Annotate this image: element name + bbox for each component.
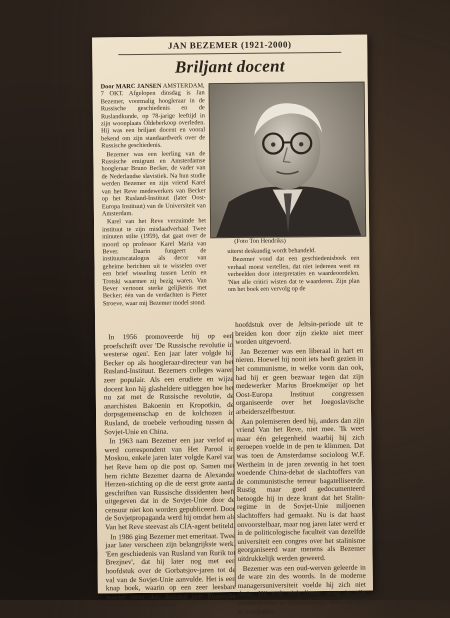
article-column-left-bottom <box>103 331 236 610</box>
article-paragraph: hoofdstuk over de Jeltsin-periode uit te breiden kon door zijn ziekte niet meer worden uitgevoerd. <box>235 319 364 347</box>
article-kicker: JAN BEZEMER (1921-2000) <box>167 39 292 51</box>
photo-caption: (Foto Ton Hendriks) <box>234 237 286 245</box>
article-paragraph: In 1963 nam Bezemer een jaar verlof en werd correspondent van Het Parool in Moskou, enkele jaren later volgde Karel van het Reve hem op die post op. Samen met hem richtte Bezemer daarna de Alexander Herzen-stichting op die de eerst grote aantal geschriften van Russische dissidenten heeft uitgegeven dat in de Sovjet-Unie door de censuur niet kon worden gepubliceerd. Door de Sovjetpropaganda werd hij omdat hem als Van het Reve steevast als CIA-agent betiteld. <box>104 436 236 532</box>
article-paragraph: Bezemer was een oud-werven geleerde in de ware zin des woords. In de moderne managersuniversiteit voelde hij zich niet thuis. Hij trok zich liever terug in zijn studeerkamer in Oldeberkoop, waar hij ook is overleden. <box>237 563 367 616</box>
byline-paragraph <box>101 82 206 150</box>
article-column-left-top <box>101 82 208 330</box>
article-paragraph: Karel van het Reve verzuimde het instituut te zijn misdaadverhaal Twee minuten stilte (1959), dat gaat over de moord op professor Karel Maria van Bever. Daarin fungeert de instituutscatalogus als decor van geheime berichten uit te wisselen over een brief wisseling tussen Lenin en Trotski waarmee zij bezig waren. Van Bever vertoont sterke gelijkenis met Becker; één van de verdachten is Pieter Stroeve, waar mij Bezemer model stond. <box>102 217 207 308</box>
article-byline: Door MARC JANSEN <box>100 82 162 91</box>
author-portrait-photo <box>209 82 367 239</box>
article-paragraph: Aan polemiseren deed hij, anders dan zijn vriend Van het Reve, niet mee. 'Ik weet maar één gelegenheid waarbij hij zich geroepen voelde in de pen te klimmen. Dat was toen de Amsterdamse socioloog W.F. Wertheim in de jaren zeventig in het toen woedende China-debat de slachtoffers van de communistische terreur bagatelliseerde. Rustig maar goed gedocumenteerd betoogde hij in deze krant dat het Stalin-regime in de Sovjet-Unie miljoenen slachtoffers had gemaakt. Nu is dat haast onvoorstelbaar, maar nog jaren later werd er in de politicologische faculteit van dezelfde universiteit een congres over het stalinisme georganiseerd waar menens als Bezemer uitdrukkelijk werden geweerd. <box>236 416 366 563</box>
article-column-right-top <box>227 247 360 320</box>
article-paragraph: AMSTERDAM, 7 OKT. Afgelopen dinsdag is Jan Bezemer, voormalig hoogleraar in de Russische geschiedenis en de Ruslandkunde, op 78-jarige leeftijd in zijn woonplaats Oldeberkoop overleden. Hij was een briljant docent en vooral bekend om zijn standaardwerk over de Russische geschiedenis. <box>100 82 206 150</box>
newspaper-clipping <box>92 35 373 616</box>
article-paragraph: Bezemer was een leerling van de Russische emigrant en Amsterdamse hoogleraar Bruno Becker, de vader van de Nederlandse slavistiek. Na hun studie werden Bezemer en zijn vriend Karel van het Reve medewerkers van Becker op het Rusland-Instituut (later Oost-Europa Instituut) van de Universiteit van Amsterdam. <box>101 149 206 218</box>
article-paragraph: Bezemer vond dat een geschiedenisboek een verhaal moest vertellen, dat niet iedereen weet en verbeelden door interpretaties en waardeoordelen. 'Niet alle critici wisten dat te waarderen. Zijn plan om het boek een vervolg op de <box>227 255 360 294</box>
article-paragraph: Jan Bezemer was een liberaal in hart en nieren. Hoewel hij nooit iets heeft gezien in het communisme, in welke vorm dan ook, had hij er geen bezwaar tegen dat zijn medewerker Marius Broekmeijer op het Oost-Europa Instituut congressen organiseerde over het Joegoslavische arbeiderszelfbestuur. <box>235 346 364 416</box>
article-paragraph: In 1986 ging Bezemer met emeritaat. Twee jaar later verscheen zijn belangrijkste werk, 'Een geschiedenis van Rusland van Rurik tot Brezjnev', dat hij later nog met een hoofdstuk over de Gorbatsjov-jaren tot de val van de Sovjet-Unie aanvulde. Het is een knap boek, waarin op een zeer leesbare manier meer dan duizend jaar Russische geschiedenis geserveerd <box>105 531 236 610</box>
article-paragraph: In 1956 promoveerde hij op een proefschrift over 'De Russische revolutie in westerse ogen'. Een jaar later volgde hij Becker op als hoogleraar-directeur van het Rusland-Instituut. Bezemers colleges waren zeer populair. Als een erudiete en wijze docent kon hij glasheldere uitleggen hoe het nu zat met de Russische revolutie, de anarchisten Bakoenin en Kropotkin, de dorpsgemeenschap en de kolchozen in Rusland, de troebele verhouding tussen de Sovjet-Unie en China. <box>103 331 235 436</box>
kicker-rule <box>118 52 341 55</box>
article-headline: Briljant docent <box>174 56 285 77</box>
article-paragraph: uiterst deskundig wordt behandeld. <box>227 247 316 256</box>
article-column-right-bottom <box>235 319 367 616</box>
